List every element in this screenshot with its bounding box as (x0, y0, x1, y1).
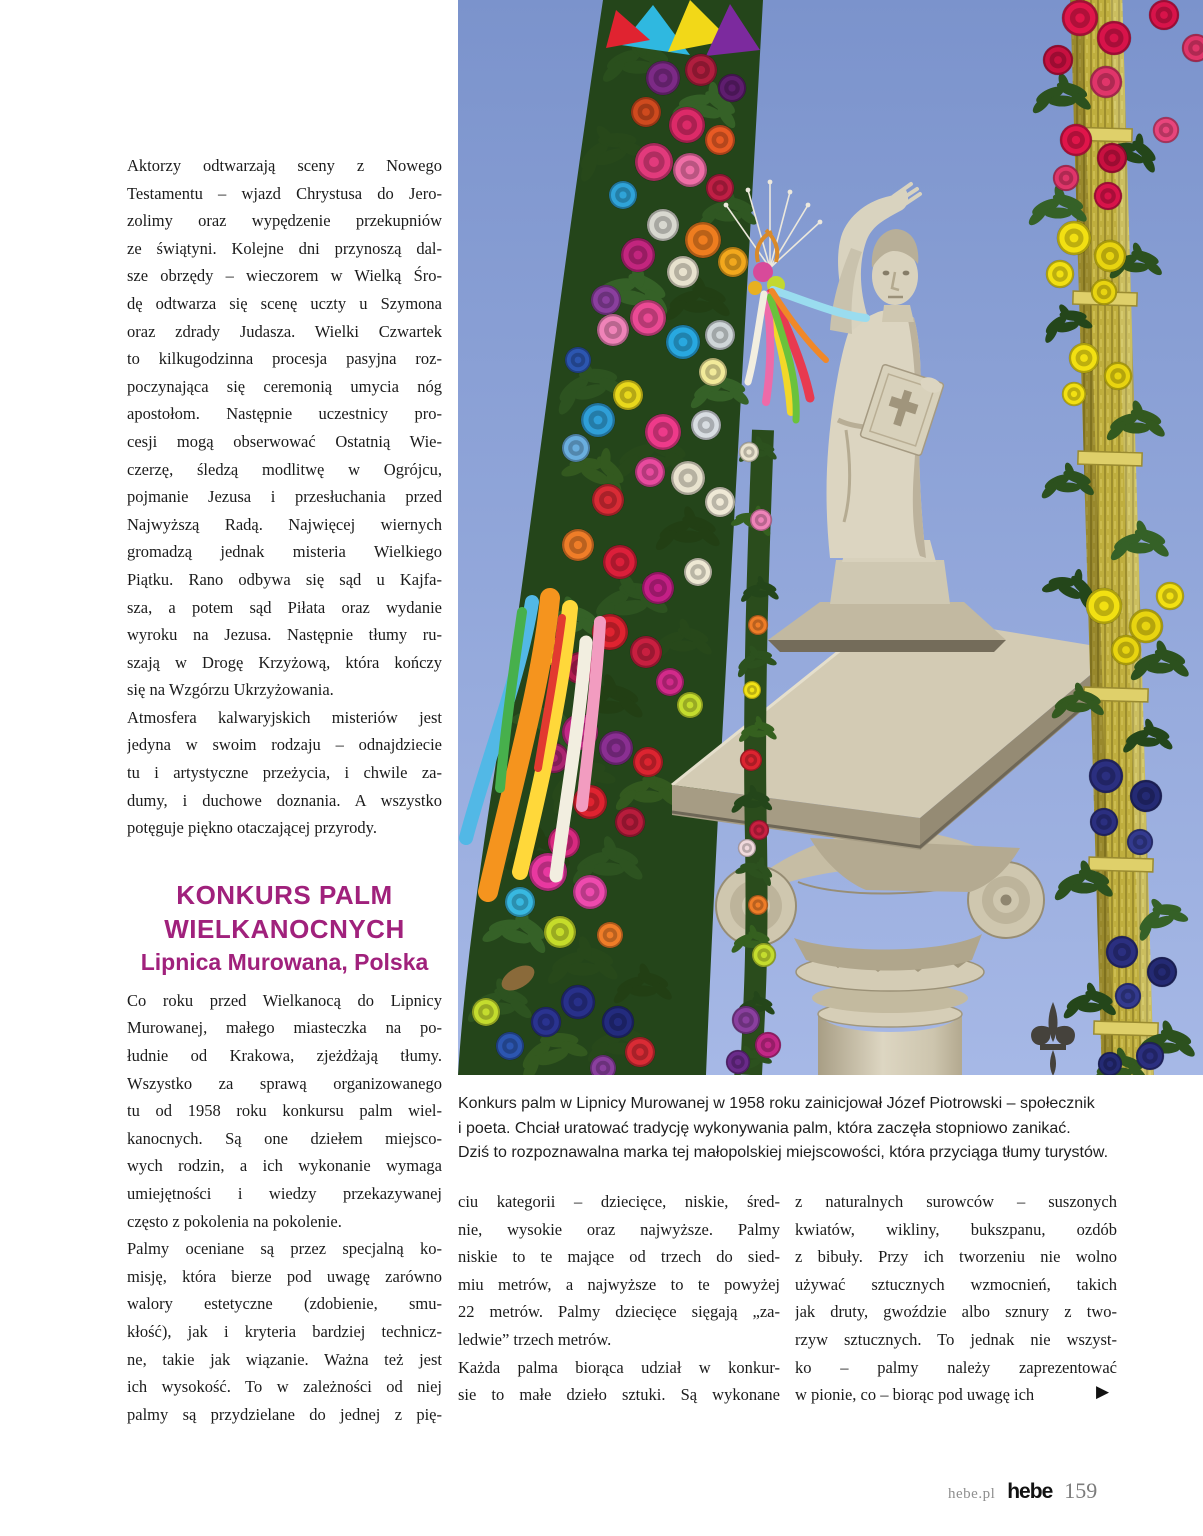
text-line: jedyna w swoim rodzaju – odnajdziecie (127, 735, 442, 755)
text-line: z naturalnych surowców – suszonych (795, 1192, 1117, 1211)
text-line: Murowanej, małego miasteczka na po- (127, 1018, 442, 1038)
footer-page-number: 159 (1064, 1478, 1098, 1503)
paragraph-surowce (795, 1188, 1117, 1409)
text-line: Konkurs palm w Lipnicy Murowanej w 1958 roku zainicjował Józef Piotrowski – społecznik (458, 1095, 1095, 1112)
text-line: często z pokolenia na pokolenie. (127, 1211, 342, 1231)
section-heading (127, 878, 442, 978)
text-line: Atmosfera kalwaryjskich misteriów jest (127, 707, 442, 727)
text-line: umiejętności i wiedzy przekazywanej (127, 1184, 442, 1203)
text-line: miu metrów, a najwyższe to te powyżej (458, 1274, 780, 1294)
text-line: palmy są przydzielane do jednej z pię- (127, 1404, 442, 1424)
text-line: się na Wzgórzu Ukrzyżowania. (127, 680, 334, 700)
text-line: oraz zdrady Judasza. Wielki Czwartek (127, 321, 442, 341)
footer-brand-logo: hebe (1007, 1480, 1053, 1503)
text-line: ich wysokość. To w zależności od niej (127, 1377, 442, 1397)
text-line: szają w Drogę Krzyżową, która kończy (127, 652, 442, 672)
text-line: misję, która bierze pod uwagę zarówno (127, 1266, 442, 1286)
text-line: sie to małe dzieło sztuki. Są wykonane (458, 1385, 780, 1405)
text-line: Aktorzy odtwarzają sceny z Nowego (127, 156, 442, 175)
photo-illustration (458, 0, 1203, 1075)
text-line: walory estetyczne (zdobienie, smu- (127, 1294, 442, 1314)
paragraph-dzielo-sztuki (458, 1354, 780, 1409)
text-line: ledwie” trzech metrów. (458, 1329, 612, 1349)
text-line: ne, takie jak wiązanie. Ważna też jest (127, 1349, 442, 1369)
text-line: cesji mogą obserwować Ostatnią Wie- (127, 431, 442, 451)
text-line: tu od 1958 roku konkursu palm wiel- (127, 1101, 442, 1121)
bottom-column-2 (795, 1188, 1117, 1409)
text-line: Palmy oceniane są przez specjalną ko- (127, 1239, 442, 1259)
paragraph-konkurs-intro (127, 987, 442, 1235)
text-line: w pionie, co – biorąc pod uwagę ich (795, 1385, 1035, 1405)
paragraph-misteria-1 (127, 152, 442, 704)
paragraph-komisja (127, 1235, 442, 1428)
section-heading-line1: KONKURS PALM (176, 879, 393, 910)
text-line: ciu kategorii – dziecięce, niskie, śred- (458, 1192, 780, 1211)
text-line: tu i artystyczne przeżycia, i chwile za- (127, 763, 442, 783)
text-line: łudnie od Krakowa, zjeżdżają tłumy. (127, 1046, 442, 1066)
text-line: to kilkugodzinna procesja pasyjna roz- (127, 349, 442, 369)
text-line: Piątku. Rano odbywa się sąd u Kajfa- (127, 569, 442, 589)
text-line: kwiatów, wikliny, bukszpanu, ozdób (795, 1219, 1117, 1239)
text-line: Każda palma biorąca udział w konkur- (458, 1357, 780, 1377)
text-line: sza, a potem sąd Piłata oraz wydanie (127, 597, 442, 617)
text-line: nie, wysokie oraz najwyższe. Palmy (458, 1219, 780, 1239)
text-line: ze świątyni. Kolejne dni przynoszą dal- (127, 238, 442, 258)
text-line: jak druty, gwoździe albo sznury z two- (795, 1302, 1117, 1322)
text-line: ko – palmy należy zaprezentować (795, 1357, 1117, 1377)
text-line: pojmanie Jezusa i przesłuchania przed (127, 487, 442, 507)
text-line: zolimy oraz wypędzenie przekupniów (127, 211, 442, 231)
text-line: dumy, i duchowe doznania. A wszystko (127, 790, 442, 810)
text-line: dę odtwarza się scenę uczty u Szymona (127, 293, 442, 313)
text-line: Najwyższą Radą. Najwięcej wiernych (127, 514, 442, 534)
paragraph-misteria-2 (127, 704, 442, 842)
continuation-arrow-icon: ▶ (1096, 1382, 1110, 1402)
text-line: Wszystko za sprawą organizowanego (127, 1073, 442, 1093)
photo-figure (458, 0, 1203, 1075)
text-line: kanocnych. Są one dziełem miejsco- (127, 1128, 442, 1148)
text-line: Co roku przed Wielkanocą do Lipnicy (127, 990, 442, 1010)
text-line: potęguje piękno otaczającej przyrody. (127, 818, 377, 838)
text-line: kłość), jak i kryteria bardziej technicz- (127, 1321, 442, 1341)
text-line: poczynająca się ceremonią umycia nóg (127, 376, 442, 396)
text-line: Dziś to rozpoznawalna marka tej małopolskiej miejscowości, która przyciąga tłumy turystów. (458, 1144, 1109, 1161)
photo-caption (458, 1092, 1170, 1166)
text-line: niskie to te mające od trzech do sied- (458, 1247, 780, 1267)
text-line: czerzę, śledzą modlitwę w Ogrójcu, (127, 459, 442, 479)
text-line: apostołom. Następnie uczestnicy pro- (127, 404, 442, 424)
bottom-column-1 (458, 1188, 780, 1409)
section-subheading: Lipnica Murowana, Polska (140, 948, 429, 975)
text-line: używać sztucznych wzmocnień, takich (795, 1274, 1117, 1294)
text-line: gromadzą jednak misteria Wielkiego (127, 542, 442, 562)
text-line: i poeta. Chciał uratować tradycję wykonywania palm, która zaczęła stopniowo zanikać. (458, 1119, 1071, 1137)
paragraph-kategorie (458, 1188, 780, 1354)
section-heading-line2: WIELKANOCNYCH (164, 913, 405, 944)
text-line: z bibuły. Przy ich tworzeniu nie wolno (795, 1247, 1117, 1267)
text-line: Testamentu – wjazd Chrystusa do Jero- (127, 183, 442, 203)
footer-site-url: hebe.pl (948, 1486, 996, 1502)
text-line: 22 metrów. Palmy dziecięce sięgają „za- (458, 1302, 780, 1322)
page-footer (948, 1478, 1097, 1504)
text-line: wyroku na Jezusa. Następnie tłumy ru- (127, 625, 442, 645)
left-column (127, 152, 442, 1428)
text-line: sze obrzędy – wieczorem w Wielką Śro- (127, 266, 442, 286)
text-line: wych rodzin, a ich wykonanie wymaga (127, 1156, 442, 1176)
text-line: rzyw sztucznych. To jednak nie wszyst- (795, 1329, 1117, 1349)
